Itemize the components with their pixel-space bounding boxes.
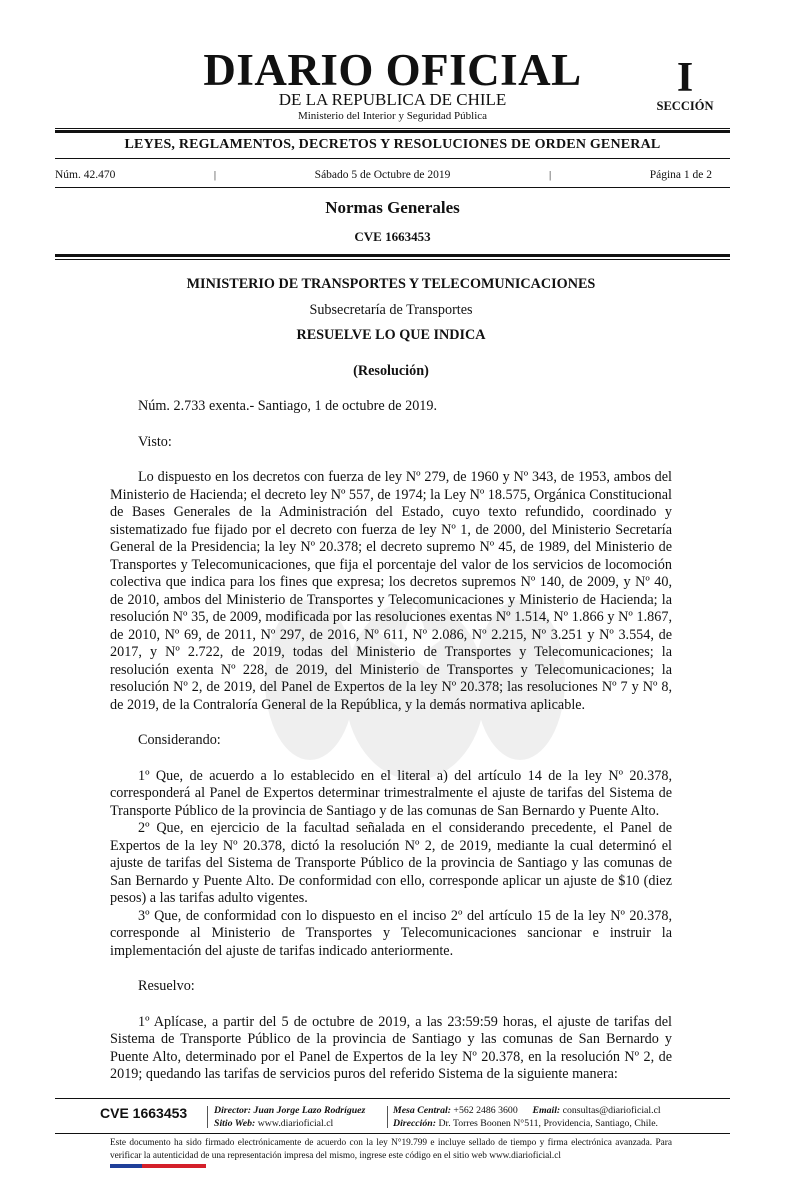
- masthead-title: DIARIO OFICIAL: [203, 45, 582, 95]
- masthead-subtitle: DE LA REPUBLICA DE CHILE: [278, 90, 507, 109]
- info-rule: [55, 187, 730, 188]
- address-label: Dirección:: [393, 1118, 436, 1129]
- document-subsecretaria: Subsecretaría de Transportes: [309, 301, 473, 318]
- address-text: Dr. Torres Boonen N°511, Providencia, Santiago, Chile.: [438, 1118, 659, 1129]
- section-rule-thin: [55, 259, 730, 260]
- footer-separator: [207, 1106, 208, 1128]
- phone-label: Mesa Central:: [393, 1105, 451, 1116]
- info-separator: |: [548, 169, 552, 181]
- resuelvo-label: Resuelvo:: [138, 978, 195, 994]
- website-label: Sitio Web:: [214, 1118, 256, 1129]
- director-name: Juan Jorge Lazo Rodríguez: [253, 1105, 366, 1116]
- footer-director-block: [214, 1104, 365, 1130]
- visto-label: Visto:: [138, 433, 172, 450]
- banner: LEYES, REGLAMENTOS, DECRETOS Y RESOLUCIONES DE ORDEN GENERAL: [124, 137, 661, 152]
- header-rule-thick: [55, 130, 730, 133]
- footer-cve: CVE 1663453: [100, 1105, 188, 1121]
- issue-date: Sábado 5 de Octubre de 2019: [314, 169, 451, 181]
- cve-code: CVE 1663453: [354, 229, 431, 244]
- considerando-label: Considerando:: [138, 732, 221, 748]
- considerando-item: 1º Que, de acuerdo a lo establecido en el literal a) del artículo 14 de la ley Nº 20.378, corresponderá al Panel de Expertos determinar trimestralmente el ajuste de tarifas del Sistema de Transporte Público de la provincia de Santiago y de las comunas de San Bernardo y Puente Alto.: [110, 767, 672, 819]
- banner-rule: [55, 158, 730, 159]
- document-ministry: MINISTERIO DE TRANSPORTES Y TELECOMUNICACIONES: [186, 276, 596, 292]
- section-number: I: [676, 55, 694, 101]
- section-title: Normas Generales: [325, 198, 460, 217]
- phone-number: +562 2486 3600: [453, 1105, 518, 1116]
- footer-rule: [55, 1098, 730, 1099]
- visto-paragraph: Lo dispuesto en los decretos con fuerza de ley Nº 279, de 1960 y Nº 343, de 1953, ambos del Ministerio de Hacienda; el decreto ley Nº 557, de 1974; la Ley Nº 18.575, Orgánica Constitucional de Bases Generales de la Administración del Estado, cuyo texto refundido, coordinado y sistematizado fue fijado por el decreto con fuerza de ley Nº 1, de 2000, del Ministerio Secretaría General de la Presidencia; la ley Nº 20.378; el decreto supremo Nº 45, de 1989, del Ministerio de Transportes y Telecomunicaciones, que fija el porcentaje del valor de los servicios de locomoción colectiva que indica para los fines que expresa; los decretos supremos Nº 140, de 2009, y Nº 40, de 2010, ambos del Ministerio de Transportes y Telecomunicaciones y Ministerio de Hacienda; la resolución Nº 35, de 2009, modificada por las resoluciones exentas Nº 1.514, Nº 1.866 y Nº 1.867, de 2010, Nº 69, de 2011, Nº 297, de 2016, Nº 611, Nº 2.086, Nº 2.215, Nº 3.251 y Nº 3.554, de 2017, y Nº 2.722, de 2019, todas del Ministerio de Transportes y Telecomunicaciones; la resolución exenta Nº 228, de 2019, del Ministerio de Transportes y Telecomunicaciones; la resolución Nº 2, de 2019, del Panel de Expertos de la ley Nº 20.378; las resoluciones Nº 7 y Nº 8, de 2019, de la Contraloría General de la República, y la demás normativa aplicable.: [110, 469, 672, 713]
- website-link[interactable]: www.diarioficial.cl: [257, 1118, 334, 1129]
- considerando-item: 2º Que, en ejercicio de la facultad señalada en el considerando precedente, el Panel de Expertos de la ley Nº 20.378, dictó la resolución Nº 2, de 2019, mediante la cual determinó el ajuste de tarifas del Sistema de Transporte Público de la provincia de Santiago y las comunas de San Bernardo y Puente Alto. De conformidad con ello, corresponde aplicar un ajuste de $10 (diez pesos) a las tarifas adulto vigentes.: [110, 820, 672, 906]
- section-label: SECCIÓN: [656, 99, 714, 113]
- issue-number: Núm. 42.470: [55, 169, 116, 181]
- masthead-ministry: Ministerio del Interior y Seguridad Pública: [297, 110, 488, 122]
- header-rule-thin: [55, 128, 730, 129]
- document-body: [110, 276, 672, 1084]
- flag-stripe-red: [142, 1164, 206, 1168]
- page-indicator: Página 1 de 2: [649, 169, 712, 181]
- footer-separator: [387, 1106, 388, 1128]
- section-rule-thick: [55, 254, 730, 257]
- document-type: (Resolución): [353, 362, 429, 379]
- email-link[interactable]: consultas@diarioficial.cl: [562, 1105, 661, 1116]
- flag-stripe-blue: [110, 1164, 142, 1168]
- document-heading: RESUELVE LO QUE INDICA: [296, 327, 486, 343]
- director-label: Director:: [214, 1105, 252, 1116]
- info-separator: |: [213, 169, 217, 181]
- considerando-item: 3º Que, de conformidad con lo dispuesto en el inciso 2º del artículo 15 de la ley Nº 20.378, corresponde al Ministerio de Transportes y Telecomunicaciones sancionar e instruir la implementación del ajuste de tarifas indicado anteriormente.: [110, 907, 672, 959]
- resuelvo-item: 1º Aplícase, a partir del 5 de octubre de 2019, a las 23:59:59 horas, el ajuste de tarifas del Sistema de Transporte Público de la provincia de Santiago y las comunas de San Bernardo y Puente Alto, determinado por el Panel de Expertos de la ley Nº 20.378, en la resolución Nº 2, de 2019; quedando las tarifas de servicios puros del referido Sistema de la siguiente manera:: [110, 1013, 672, 1082]
- footer-rule-bottom: [55, 1133, 730, 1134]
- info-bar: [55, 167, 712, 183]
- email-label: Email:: [532, 1105, 561, 1116]
- footer-disclaimer: Este documento ha sido firmado electrónicamente de acuerdo con la ley N°19.799 e incluye sellado de tiempo y firma electrónica avanzada. Para verificar la autenticidad de una representación impresa del mismo, ingrese este código en el sitio web www.diarioficial.cl: [110, 1138, 672, 1161]
- footer-contact-block: [393, 1104, 661, 1130]
- resolution-number-line: Núm. 2.733 exenta.- Santiago, 1 de octubre de 2019.: [138, 398, 438, 414]
